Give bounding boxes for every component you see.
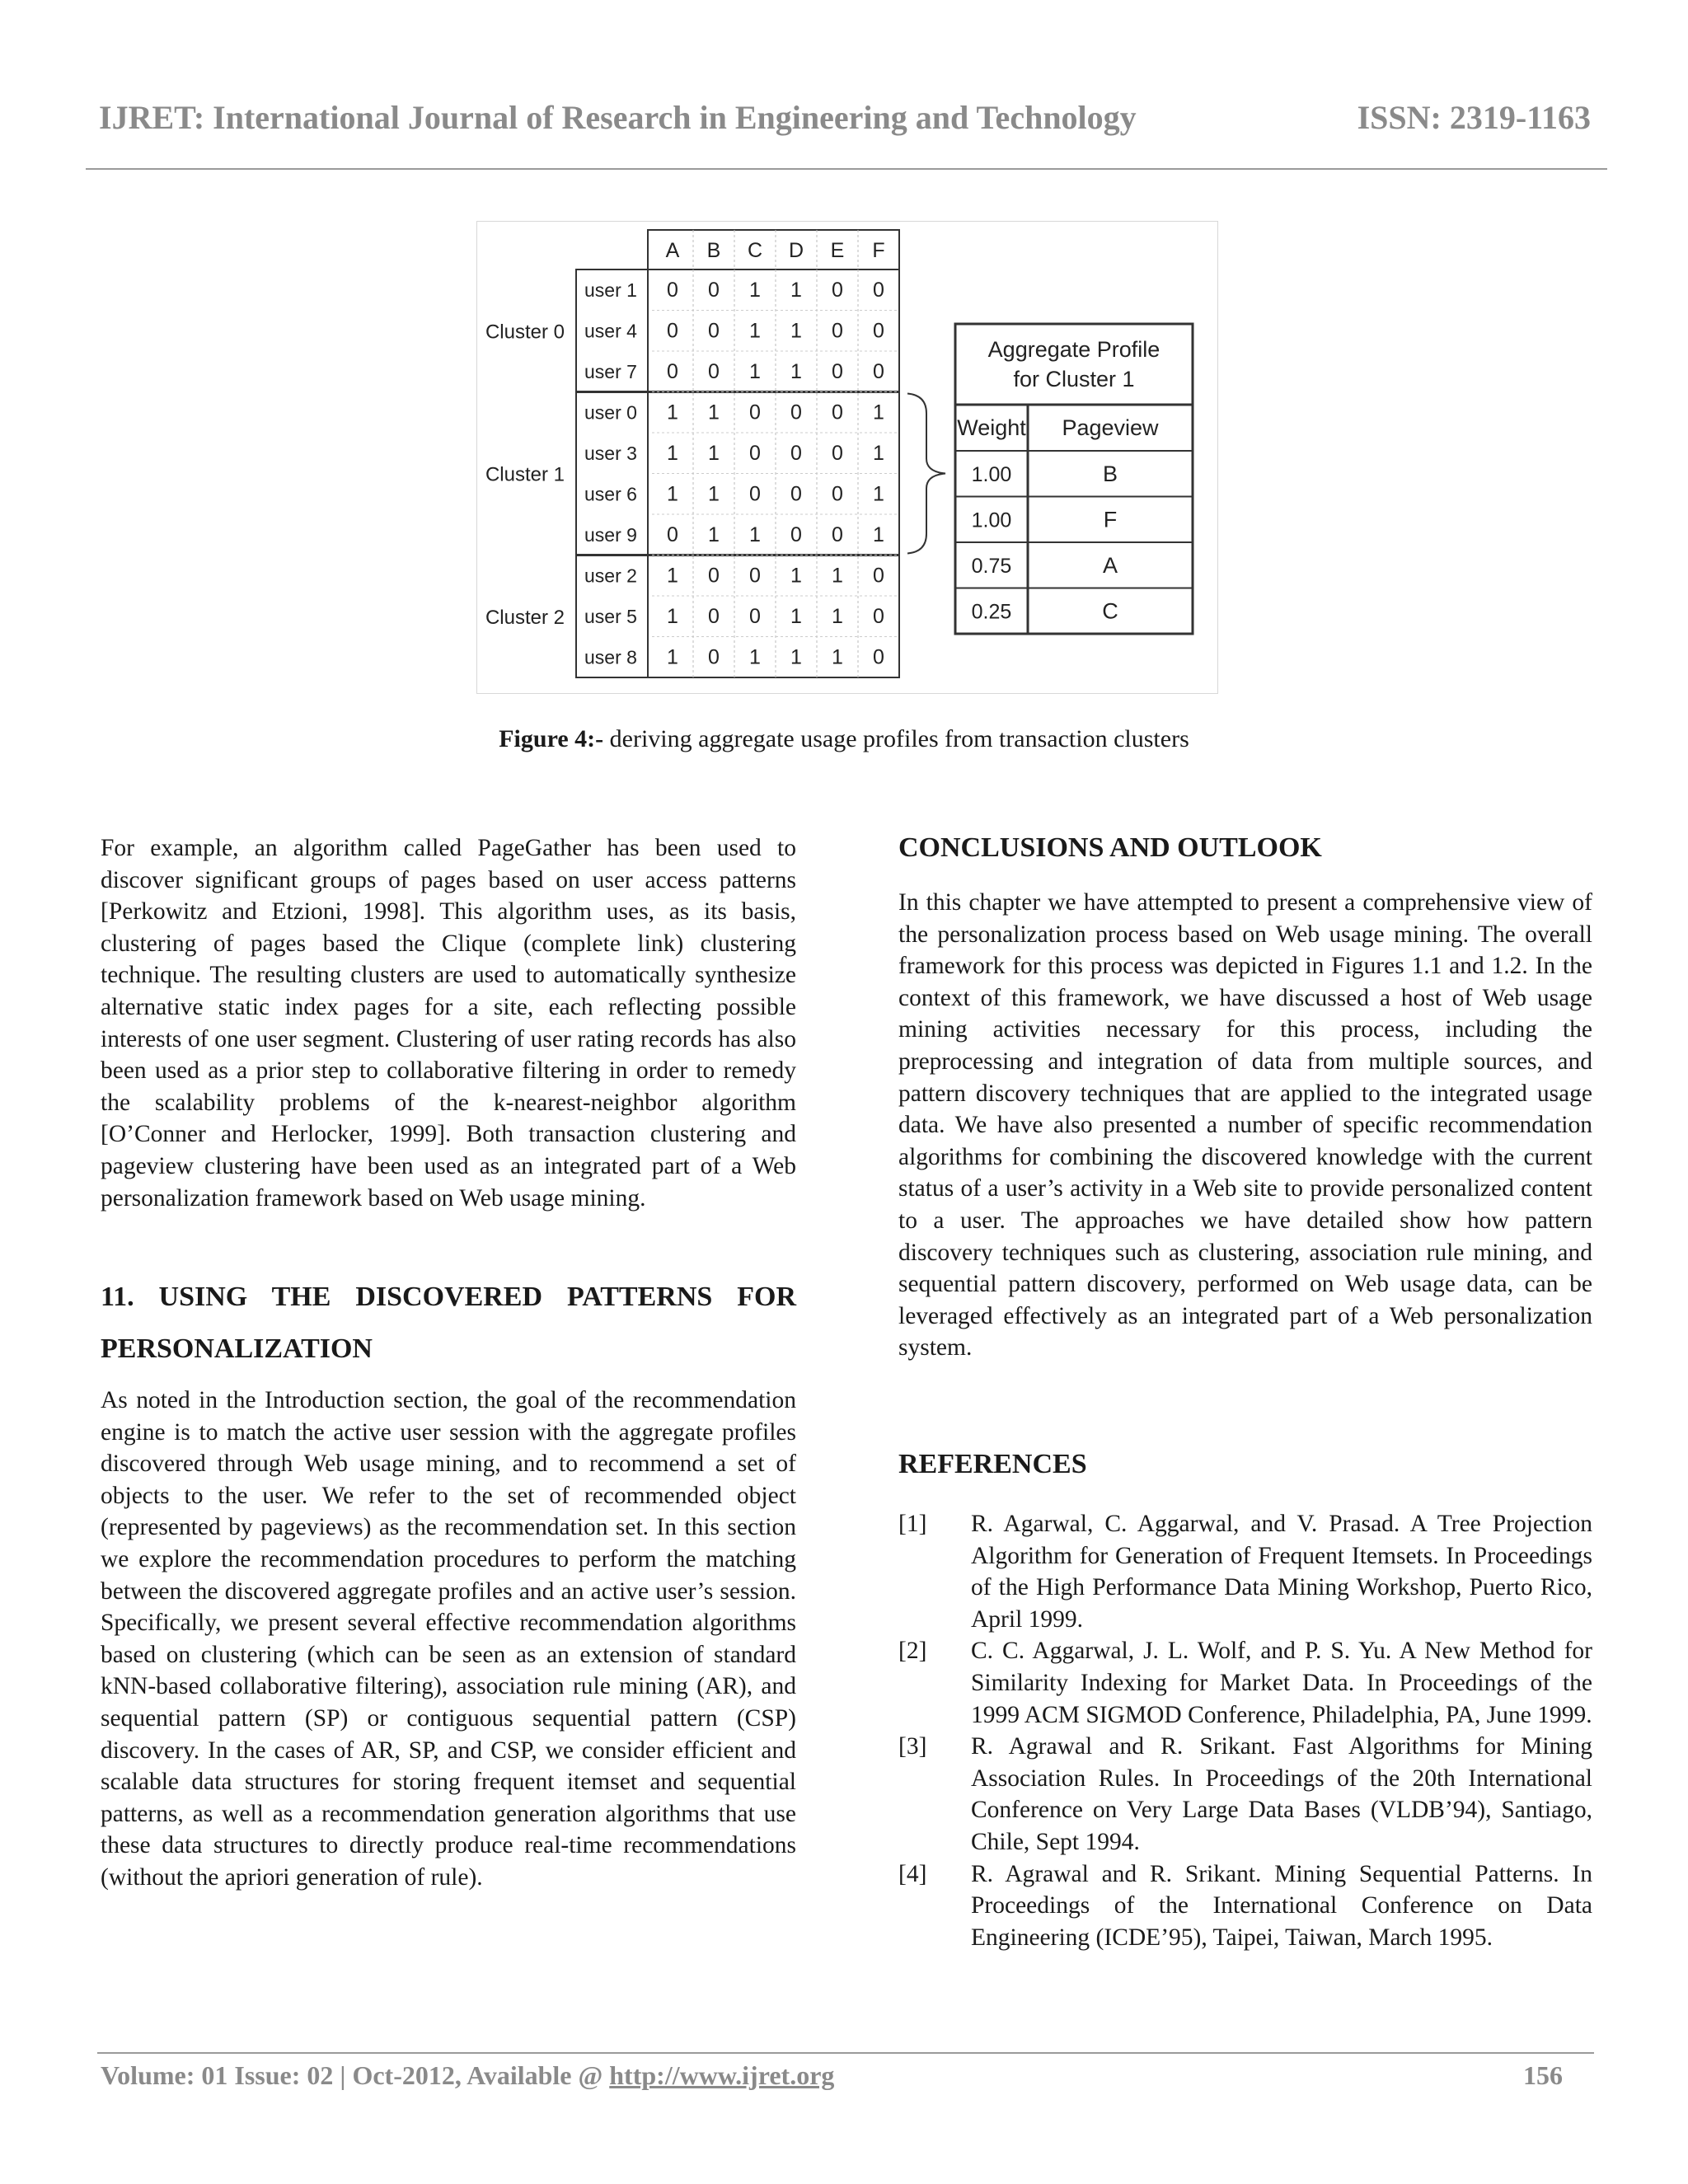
page-number: 156 [1523, 2060, 1563, 2090]
caption-text: deriving aggregate usage profiles from transaction clusters [603, 725, 1189, 752]
matrix-cell: 0 [708, 360, 720, 383]
profile-pageview: A [1102, 553, 1118, 578]
reference-text: C. C. Aggarwal, J. L. Wolf, and P. S. Yu. A New Method for Similarity Indexing for Market Data. In Proceedings of the 1999 ACM SIGMOD Conference, Philadelphia, PA, June 1999. [971, 1638, 1592, 1728]
matrix-cell: 1 [667, 401, 678, 424]
matrix-cell: 1 [832, 564, 843, 588]
user-label: user 1 [584, 279, 637, 301]
reference-text: R. Agarwal, C. Aggarwal, and V. Prasad. A Tree Projection Algorithm for Generation of Frequent Itemsets. In Proceedings of the High Performance Data Mining Workshop, Puerto Rico, April 1999. [971, 1511, 1592, 1633]
matrix-cell: 0 [667, 279, 678, 302]
matrix-cell: 1 [708, 442, 720, 465]
paragraph: For example, an algorithm called PageGather has been used to discover significant groups of pages based on user access patterns [Perkowitz and Etzioni, 1998]. This algorithm uses, as its basis, clustering of pages based the Clique (complete link) clustering technique. The resulting clusters are used to automatically synthesize alternative static index pages for a site, each reflecting possible interests of one user segment. Clustering of user rating records has also been used as a prior step to collaborative filtering in order to remedy the scalability problems of the k-nearest-neighbor algorithm [O’Conner and Herlocker, 1999]. Both transaction clustering and pageview clustering have been used as an integrated part of a Web personalization framework based on Web usage mining. [101, 835, 796, 1212]
matrix-cell: 1 [708, 523, 720, 546]
user-label: user 7 [584, 361, 637, 382]
matrix-cell: 0 [832, 401, 843, 424]
paragraph: As noted in the Introduction section, the goal of the recommendation engine is to match the active user session with the aggregate profiles discovered through Web usage mining, and to recommend a set of objects to the user. We refer to the set of recommended object (represented by pageviews) as the recommendation set. In this section we explore the recommendation procedures to perform the matching between the discovered aggregate profiles and an active user’s session. Specifically, we present several effective recommendation algorithms based on clustering (which can be seen as an extension of standard kNN-based collaborative filtering), association rule mining (AR), and sequential pattern (SP) or contiguous sequential pattern (CSP) discovery. In the cases of AR, SP, and CSP, we consider efficient and scalable data structures for storing frequent itemset and sequential patterns, as well as a recommendation generation algorithms that use these data structures to directly produce real-time recommendations (without the apriori generation of rule). [101, 1387, 796, 1891]
profile-title: Aggregate Profile [987, 337, 1160, 362]
matrix-cell: 1 [790, 360, 802, 383]
column-header-label: D [788, 239, 804, 262]
caption-label: Figure 4:- [499, 725, 604, 752]
reference-number: [3] [898, 1733, 927, 1760]
footer-rule [97, 2052, 1594, 2054]
profile-weight: 1.00 [971, 509, 1012, 532]
page-footer [101, 2060, 1563, 2091]
matrix-cell: 0 [790, 401, 802, 424]
conclusions-paragraph [898, 887, 1592, 1364]
matrix-cell: 1 [667, 482, 678, 506]
reference-number: [1] [898, 1511, 927, 1537]
paragraph: In this chapter we have attempted to present a comprehensive view of the personalization process based on Web usage mining. The overall framework for this process was depicted in Figures 1.1 and 1.2. In the context of this framework, we have discussed a host of Web usage mining activities necessary for this process, including the preprocessing and integration of data from multiple sources, and pattern discovery techniques that are applied to the integrated usage data. We have also presented a number of specific recommendation algorithms for combining the discovered knowledge with the current status of a user’s activity in a Web site to provide personalized content to a user. The approaches we have detailed show how pattern discovery techniques such as clustering, association rule mining, and sequential pattern discovery, performed on Web usage data, can be leveraged effectively as an integrated part of a Web personalization system. [898, 889, 1592, 1361]
matrix-cell: 0 [790, 442, 802, 465]
matrix-cell: 0 [832, 442, 843, 465]
figure-caption [0, 725, 1688, 753]
matrix-cell: 1 [832, 645, 843, 669]
reference-text: R. Agrawal and R. Srikant. Fast Algorithms for Mining Association Rules. In Proceedings of the 20th International Conference on Very Large Data Bases (VLDB’94), Santiago, Chile, Sept 1994. [971, 1733, 1592, 1855]
user-label: user 2 [584, 565, 637, 587]
matrix-cell: 0 [832, 319, 843, 343]
page-header [99, 92, 1591, 142]
matrix-cell: 1 [790, 605, 802, 628]
reference-item [898, 1731, 1592, 1858]
footer-volume-text: Volume: 01 Issue: 02 | Oct-2012, Available @ [101, 2060, 610, 2090]
matrix-cell: 0 [832, 360, 843, 383]
matrix-cell: 0 [749, 482, 761, 506]
reference-item [898, 1635, 1592, 1731]
profile-weight: 0.25 [971, 600, 1012, 624]
matrix-cell: 1 [790, 564, 802, 588]
matrix-cell: 1 [749, 645, 761, 669]
user-label: user 4 [584, 320, 637, 342]
user-label: user 6 [584, 483, 637, 505]
footer-link[interactable]: http://www.ijret.org [609, 2060, 835, 2090]
cluster-label: Cluster 1 [485, 463, 565, 486]
matrix-cell: 1 [749, 279, 761, 302]
conclusions-heading: CONCLUSIONS AND OUTLOOK [898, 832, 1322, 863]
reference-text: R. Agrawal and R. Srikant. Mining Sequential Patterns. In Proceedings of the International Conference on Data Engineering (ICDE’95), Taipei, Taiwan, March 1995. [971, 1860, 1592, 1951]
user-label: user 9 [584, 524, 637, 546]
profile-weight: 0.75 [971, 555, 1012, 578]
matrix-cell: 1 [790, 279, 802, 302]
column-header-label: E [830, 239, 845, 262]
matrix-cell: 0 [873, 319, 884, 343]
reference-number: [2] [898, 1638, 927, 1665]
cluster-label: Cluster 2 [485, 606, 565, 629]
column-header-label: A [665, 239, 680, 262]
matrix-cell: 0 [832, 523, 843, 546]
weight-header: Weight [957, 415, 1026, 440]
matrix-cell: 1 [873, 401, 884, 424]
matrix-cell: 1 [667, 605, 678, 628]
matrix-cell: 0 [708, 319, 720, 343]
column-header-label: F [872, 239, 885, 262]
section-heading-line1: 11. USING THE DISCOVERED PATTERNS FOR [101, 1282, 796, 1312]
matrix-cell: 0 [832, 279, 843, 302]
matrix-cell: 1 [667, 442, 678, 465]
pageview-header: Pageview [1062, 415, 1159, 440]
reference-number: [4] [898, 1860, 927, 1887]
column-header-label: B [706, 239, 721, 262]
profile-pageview: C [1102, 598, 1118, 624]
profile-pageview: B [1102, 462, 1118, 486]
matrix-cell: 0 [667, 523, 678, 546]
matrix-cell: 1 [873, 482, 884, 506]
matrix-cell: 0 [708, 279, 720, 302]
matrix-cell: 1 [790, 645, 802, 669]
user-label: user 8 [584, 646, 637, 668]
matrix-cell: 1 [873, 442, 884, 465]
matrix-cell: 0 [749, 442, 761, 465]
reference-item [898, 1858, 1592, 1954]
matrix-cell: 0 [708, 564, 720, 588]
journal-title: IJRET: International Journal of Research in Engineering and Technology [99, 98, 1137, 136]
matrix-cell: 0 [790, 482, 802, 506]
left-column-para2 [101, 1385, 796, 1894]
profile-weight: 1.00 [971, 463, 1012, 486]
footer-volume [101, 2060, 834, 2091]
matrix-cell: 0 [873, 279, 884, 302]
matrix-cell: 1 [667, 645, 678, 669]
matrix-cell: 0 [667, 360, 678, 383]
matrix-cell: 1 [708, 482, 720, 506]
matrix-cell: 0 [873, 605, 884, 628]
references-heading: REFERENCES [898, 1449, 1087, 1479]
cluster-label: Cluster 0 [485, 321, 565, 344]
matrix-cell: 1 [873, 523, 884, 546]
matrix-cell: 1 [749, 319, 761, 343]
issn: ISSN: 2319-1163 [1357, 98, 1591, 136]
matrix-cell: 0 [832, 482, 843, 506]
section-heading-line2: PERSONALIZATION [101, 1333, 373, 1364]
matrix-cell: 0 [790, 523, 802, 546]
references-list [898, 1508, 1592, 1953]
figure-diagram [477, 222, 1217, 693]
matrix-cell: 1 [832, 605, 843, 628]
matrix-cell: 1 [749, 360, 761, 383]
user-label: user 3 [584, 443, 637, 464]
matrix-header-box [648, 230, 899, 269]
matrix-cell: 1 [708, 401, 720, 424]
figure-4 [476, 221, 1218, 694]
matrix-cell: 1 [790, 319, 802, 343]
user-label: user 0 [584, 401, 637, 424]
left-column-para1 [101, 832, 796, 1214]
matrix-cell: 0 [749, 401, 761, 424]
matrix-cell: 0 [708, 605, 720, 628]
matrix-cell: 0 [873, 360, 884, 383]
reference-item [898, 1508, 1592, 1635]
matrix-cell: 0 [873, 645, 884, 669]
matrix-cell: 0 [667, 319, 678, 343]
profile-subtitle: for Cluster 1 [1013, 367, 1135, 391]
matrix-cell: 1 [667, 564, 678, 588]
matrix-cell: 0 [749, 605, 761, 628]
profile-pageview: F [1103, 507, 1118, 532]
column-header-label: C [747, 239, 763, 262]
header-rule [86, 168, 1607, 170]
matrix-cell: 0 [708, 645, 720, 669]
matrix-cell: 0 [749, 564, 761, 588]
user-label: user 5 [584, 606, 637, 627]
cluster-brace [907, 394, 945, 554]
matrix-cell: 0 [873, 564, 884, 588]
matrix-cell: 1 [749, 523, 761, 546]
